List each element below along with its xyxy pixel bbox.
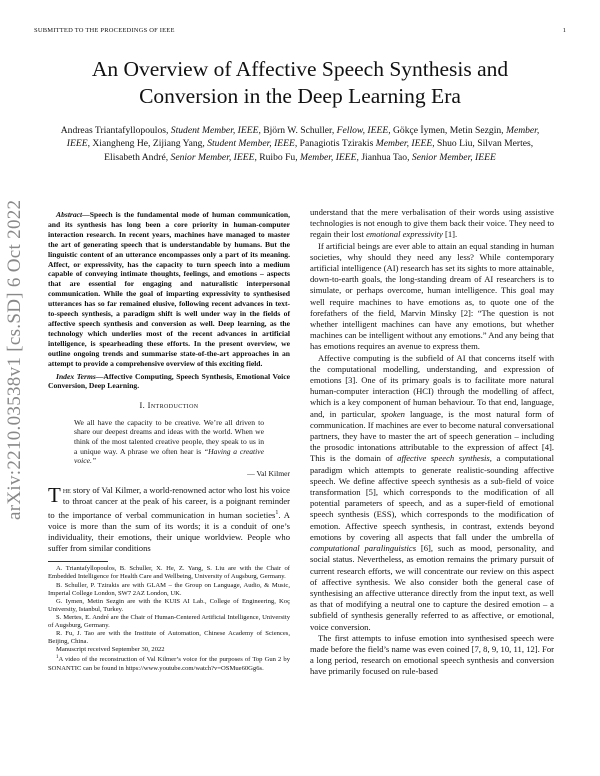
footnote-video: [48, 654, 290, 672]
footnote-video-mark: 1: [56, 655, 59, 661]
paragraph-text: [1].: [442, 229, 458, 240]
footnote-video-text: A video of the reconstruction of Val Kilmer’s voice for the purposes of Top Gun 2 by SONANTIC can be found in https://www.youtube.com/watch?v=OSMue60Gg6s.: [48, 656, 290, 672]
intro-paragraph: [48, 485, 290, 554]
footnote-mark[interactable]: 1: [275, 509, 279, 516]
footnote-affiliation: B. Schuller, P. Tzirakis are with GLAM – the Group on Language, Audio, & Music, Imperial College London, SW7 2AZ London, UK.: [48, 581, 290, 597]
paragraph-text: language, is the most natural form of communication. If machines are ever to become natural conversational partners, they have to master the art of speech generation – including the prosodic intonations attributable to the expression of affect [4]. This is the domain of: [310, 408, 554, 464]
footnote-affiliation: R. Fu, J. Tao are with the Institute of Automation, Chinese Academy of Sciences, Beijing, China.: [48, 630, 290, 646]
abstract-label: Abstract: [56, 210, 83, 219]
paragraph-text: , a computational paradigm which attempts to generate realistic-sounding affective speech. We define affective speech synthesis as a sub-field of voice transformation [5], which corresponds to the modification of all potential parameters of speech, and as a super-field of emotional speech synthesis (ESS), which corresponds to the modification of emotion. Affective speech synthesis, in contrast, extends beyond emotions by covering all aspects that fall under the umbrella of: [310, 453, 554, 542]
index-terms-label: Index Terms: [56, 371, 96, 381]
body-paragraph: [310, 207, 554, 241]
author-membership: Member, IEEE: [66, 125, 540, 150]
author-membership: Member, IEEE: [375, 138, 433, 150]
index-terms: [48, 372, 290, 392]
left-column: [48, 210, 290, 673]
emphasized-text: affective speech synthesis: [397, 453, 490, 464]
epigraph: [74, 418, 264, 467]
paragraph-text: The first attempts to infuse emotion into synthesised speech were made before the field’s name was even coined [7, 8, 9, 10, 11, 12]. For a long period, research on emotional speech synthesis and conversion have primarily focused on rule-based: [310, 632, 554, 677]
section-number: I.: [139, 401, 148, 411]
page-number: 1: [562, 27, 566, 34]
author-name: , Panagiotis Tzirakis: [294, 138, 376, 150]
author-membership: Student Member, IEEE: [207, 138, 295, 150]
epigraph-emphasis: “Having a creative voice.”: [74, 446, 265, 466]
footnotes: [48, 565, 290, 654]
author-membership: Member, IEEE: [300, 151, 357, 163]
author-membership: Senior Member, IEEE: [170, 151, 255, 163]
abstract: [48, 210, 290, 369]
index-terms-text: —Affective Computing, Speech Synthesis, Emotional Voice Conversion, Deep Learning.: [48, 371, 290, 391]
author-membership: Fellow, IEEE: [336, 125, 389, 136]
epigraph-attribution: — Val Kilmer: [247, 469, 290, 479]
body-paragraph: [310, 633, 554, 678]
footnote-affiliation: Manuscript received September 30, 2022: [56, 646, 165, 654]
footnote-divider: [48, 561, 108, 562]
abstract-text: —Speech is the fundamental mode of human communication, and its synthesis has long been a core priority in human-computer interaction research. In recent years, machines have managed to master the art of generating speech that is understandable by humans. But the linguistic content of an utterance encompasses only a part of its meaning. Affect, or expressivity, has the capacity to turn speech into a medium capable of conveying intimate thoughts, feelings, and emotions – aspects that are essential for engaging and naturalistic interpersonal communication. While the goal of imparting expressivity to synthesised utterances has so far remained elusive, following recent advances in text-to-speech synthesis, a paradigm shift is well under way in the fields of affective speech synthesis and conversion as well. Deep learning, as the technology which underlies most of the recent advances in artificial intelligence, is spearheading these efforts. In the present overview, we outline ongoing trends and summarise state-of-the-art approaches in an attempt to provide a comprehensive overview of this exciting field.: [48, 210, 290, 368]
author-name: Andreas Triantafyllopoulos,: [60, 125, 171, 136]
section-heading: [48, 400, 290, 411]
footnote-affiliation: A. Triantafyllopoulos, B. Schuller, X. He, Z. Yang, S. Liu are with the Chair of Embedded Intelligence for Health Care and Wellbeing, University of Augsburg, Germany.: [48, 565, 290, 581]
author-membership: Student Member, IEEE: [170, 125, 259, 136]
paragraph-text: understand that the mere verbalisation of their words using assistive technologies is not enough to give them back their voice. They need to regain their lost: [310, 207, 554, 240]
right-column: [310, 207, 554, 678]
author-membership: Senior Member, IEEE: [411, 151, 496, 163]
paragraph-text: If artificial beings are ever able to attain an equal standing in human societies, why should they need any less? While contemporary artificial intelligence (AI) research has set its sights to more attainable, down-to-earth goals, the long-standing dream of AI researchers is to simulate, or perhaps overcome, human intelligence. This goal may well require machines to have emotions as, to quote one of the forefathers of the field, Marvin Minsky [2]: “The question is not whether intelligent machines can have any emotions, but whether machines can be intelligent without any emotions.” And any being that has emotions requires an avenue to express them.: [310, 240, 554, 352]
drop-cap: T: [48, 483, 61, 508]
paragraph-text: [6], such as mood, personality, and social status. Nevertheless, as emotion remains the primary pursuit of current research efforts, we will concentrate our review on this aspect of affective synthesis. We also consider both the general case of synthesising an affective utterance directly from the input text, as well as that of modifying a neutral one to capture the desired emotion – a subfield of synthesis generally referred to as affective, or emotional, voice conversion.: [310, 543, 554, 632]
running-header: SUBMITTED TO THE PROCEEDINGS OF IEEE: [34, 27, 175, 34]
body-paragraph: [310, 241, 554, 353]
emphasized-text: computational paralinguistics: [310, 543, 417, 554]
intro-text-after: . A voice is more than the sum of its words; it is a conduit of one’s individuality, their emotions, their unique worldview. People who suffer from similar conditions: [48, 509, 291, 554]
author-name: , Xiangheng He, Zijiang Yang,: [87, 138, 208, 150]
author-name: , Jianhua Tao,: [356, 151, 412, 163]
paragraph-text: Affective computing is the subfield of AI that concerns itself with the computational modelling, understanding, and expression of emotions [3]. One of its primary goals is to facilitate more natural human-computer interaction (HCI) through the modelling of affect, which is a key component of human behaviour. To that end, language, and, in particular,: [310, 352, 554, 419]
footnote-affiliation: G. Iymen, Metin Sezgin are with the KUIS AI Lab., College of Engineering, Koç University, Istanbul, Turkey.: [48, 597, 290, 613]
paper-title: An Overview of Affective Speech Synthesis and Conversion in the Deep Learning Era: [91, 57, 509, 108]
footnote-affiliation: S. Mertes, E. André are the Chair of Human-Centered Artificial Intelligence, University of Augsburg, Germany.: [48, 613, 290, 629]
small-caps-lead: he: [62, 485, 71, 496]
author-name: , Ruibo Fu,: [254, 151, 301, 163]
body-paragraph: [310, 353, 554, 633]
epigraph-text: We all have the capacity to be creative. We’re all driven to share our deepest dreams and ideas with the world. When we think of the most talented creative people, they speak to us in a unique way. A phrase we often hear is: [74, 417, 264, 456]
arxiv-identifier[interactable]: arXiv:2210.03538v1 [cs.SD] 6 Oct 2022: [4, 199, 25, 520]
author-name: , Björn W. Schuller,: [258, 125, 337, 136]
emphasized-text: spoken: [381, 408, 405, 419]
emphasized-text: emotional expressivity: [366, 229, 443, 240]
intro-text: story of Val Kilmer, a world-renowned actor who lost his voice to throat cancer at the peak of his career, is a poignant reminder to the importance of verbal communication in human societies: [48, 485, 290, 520]
author-name: , Shuo Liu, Silvan Mertes, Elisabeth André,: [104, 138, 534, 163]
section-title: Introduction: [147, 401, 199, 411]
author-list: [60, 124, 540, 164]
author-name: , Gökçe İymen, Metin Sezgin,: [388, 125, 506, 136]
